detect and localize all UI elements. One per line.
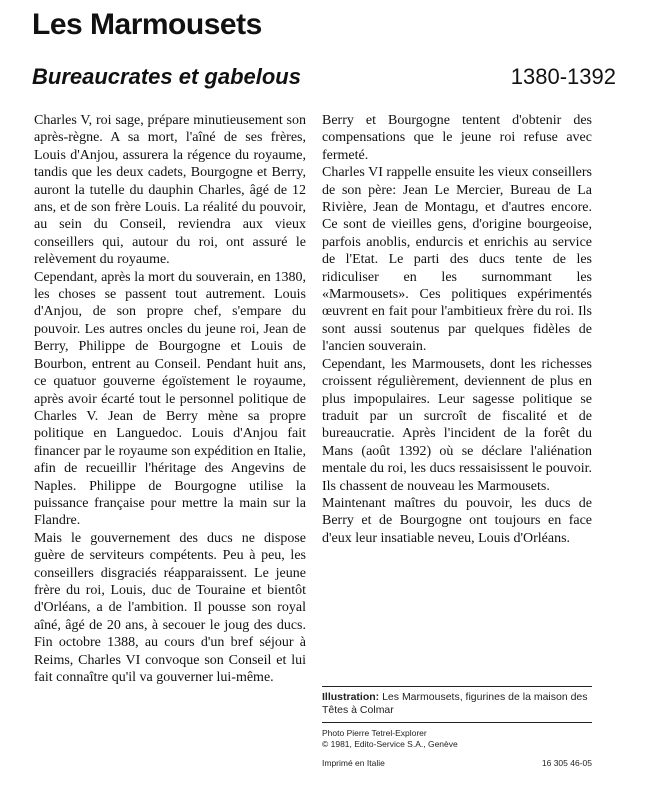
page-title: Les Marmousets xyxy=(32,8,262,41)
paragraph: Charles V, roi sage, prépare minutieusement son après-règne. A sa mort, l'aîné de ses frères, Louis d'Anjou, assurera la régence du royaume, tandis que les deux cadets, Bourgogne et Berry, auront la tutelle du dauphin Charles, âgé de 12 ans, et de son frère Louis. La réalité du pouvoir, au sein du Conseil, reviendra aux vieux conseillers qui, autour du roi, ont assuré le relèvement du royaume. xyxy=(34,113,306,268)
right-column xyxy=(322,112,592,547)
illustration-label: Illustration: xyxy=(322,691,380,703)
reference-number: 16 305 46-05 xyxy=(541,758,592,768)
date-range: 1380-1392 xyxy=(510,64,616,89)
page-subtitle: Bureaucrates et gabelous xyxy=(32,64,301,89)
credits xyxy=(322,728,592,749)
caption-block xyxy=(322,686,592,768)
paragraph: Cependant, après la mort du souverain, en 1380, les choses se passent tout autrement. Louis d'Anjou, de son propre chef, s'empare du pouvoir. Les autres oncles du jeune roi, Jean de Berry, Philippe de Bourgogne et Louis de Bourbon, entrent au Conseil. Pendant huit ans, ce quatuor gouverne égoïstement le royaume, après avoir écarté tout le personnel politique de Charles V. Jean de Berry mène sa propre politique en Languedoc. Louis d'Anjou fait financer par le royaume son expédition en Italie, afin de recueillir l'héritage des Angevins de Naples. Philippe de Bourgogne utilise la puissance française pour mettre la main sur la Flandre. xyxy=(34,269,306,529)
copyright: © 1981, Edito-Service S.A., Genève xyxy=(322,738,458,749)
left-column xyxy=(34,112,306,686)
divider xyxy=(322,686,592,687)
printed-in: Imprimé en Italie xyxy=(322,758,385,768)
paragraph: Berry et Bourgogne tentent d'obtenir des compensations que le jeune roi refuse avec fermeté. xyxy=(322,113,592,163)
paragraph: Cependant, les Marmousets, dont les richesses croissent régulièrement, deviennent de plus en plus impopulaires. Leur sagesse politique se traduit par un surcroît de fiscalité et de bureaucratie. Après l'incident de la forêt du Mans (août 1392) où se déclare l'aliénation mentale du roi, les ducs ressaisissent le pouvoir. Ils chassent de nouveau les Marmousets. xyxy=(322,356,592,494)
paragraph: Mais le gouvernement des ducs ne dispose guère de serviteurs compétents. Peu à peu, les conseillers disgraciés réapparaissent. Le jeune frère du roi, Louis, duc de Touraine et bientôt d'Orléans, a de l'ambition. Il pousse son royal aîné, âgé de 20 ans, à secouer le joug des ducs. Fin octobre 1388, au cours d'un bref séjour à Reims, Charles VI convoque son Conseil et lui fait connaître qu'il va gouverner lui-même. xyxy=(34,530,306,685)
photo-credit: Photo Pierre Tetrel-Explorer xyxy=(322,728,427,738)
paragraph: Maintenant maîtres du pouvoir, les ducs de Berry et de Bourgogne ont toujours en face d'eux leur insatiable neveu, Louis d'Orléans. xyxy=(322,495,592,546)
paragraph: Charles VI rappelle ensuite les vieux conseillers de son père: Jean Le Mercier, Bureau de La Rivière, Jean de Montagu, et d'autres encore. Ce sont de vieilles gens, d'origine bourgeoise, parfois anoblis, endurcis et enrichis au service de l'Etat. Le parti des ducs tente de les ridiculiser en les surnommant les «Marmousets». Ces politiques expérimentés œuvrent en fait pour l'ambitieux frère du roi. Ils sont aussi soutenus par quelques fidèles de l'ancien souverain. xyxy=(322,165,592,355)
illustration-caption xyxy=(322,691,592,717)
divider xyxy=(322,722,592,723)
illustration-text: Les Marmousets, figurines de la maison des Têtes à Colmar xyxy=(322,691,588,716)
print-info xyxy=(322,758,592,768)
